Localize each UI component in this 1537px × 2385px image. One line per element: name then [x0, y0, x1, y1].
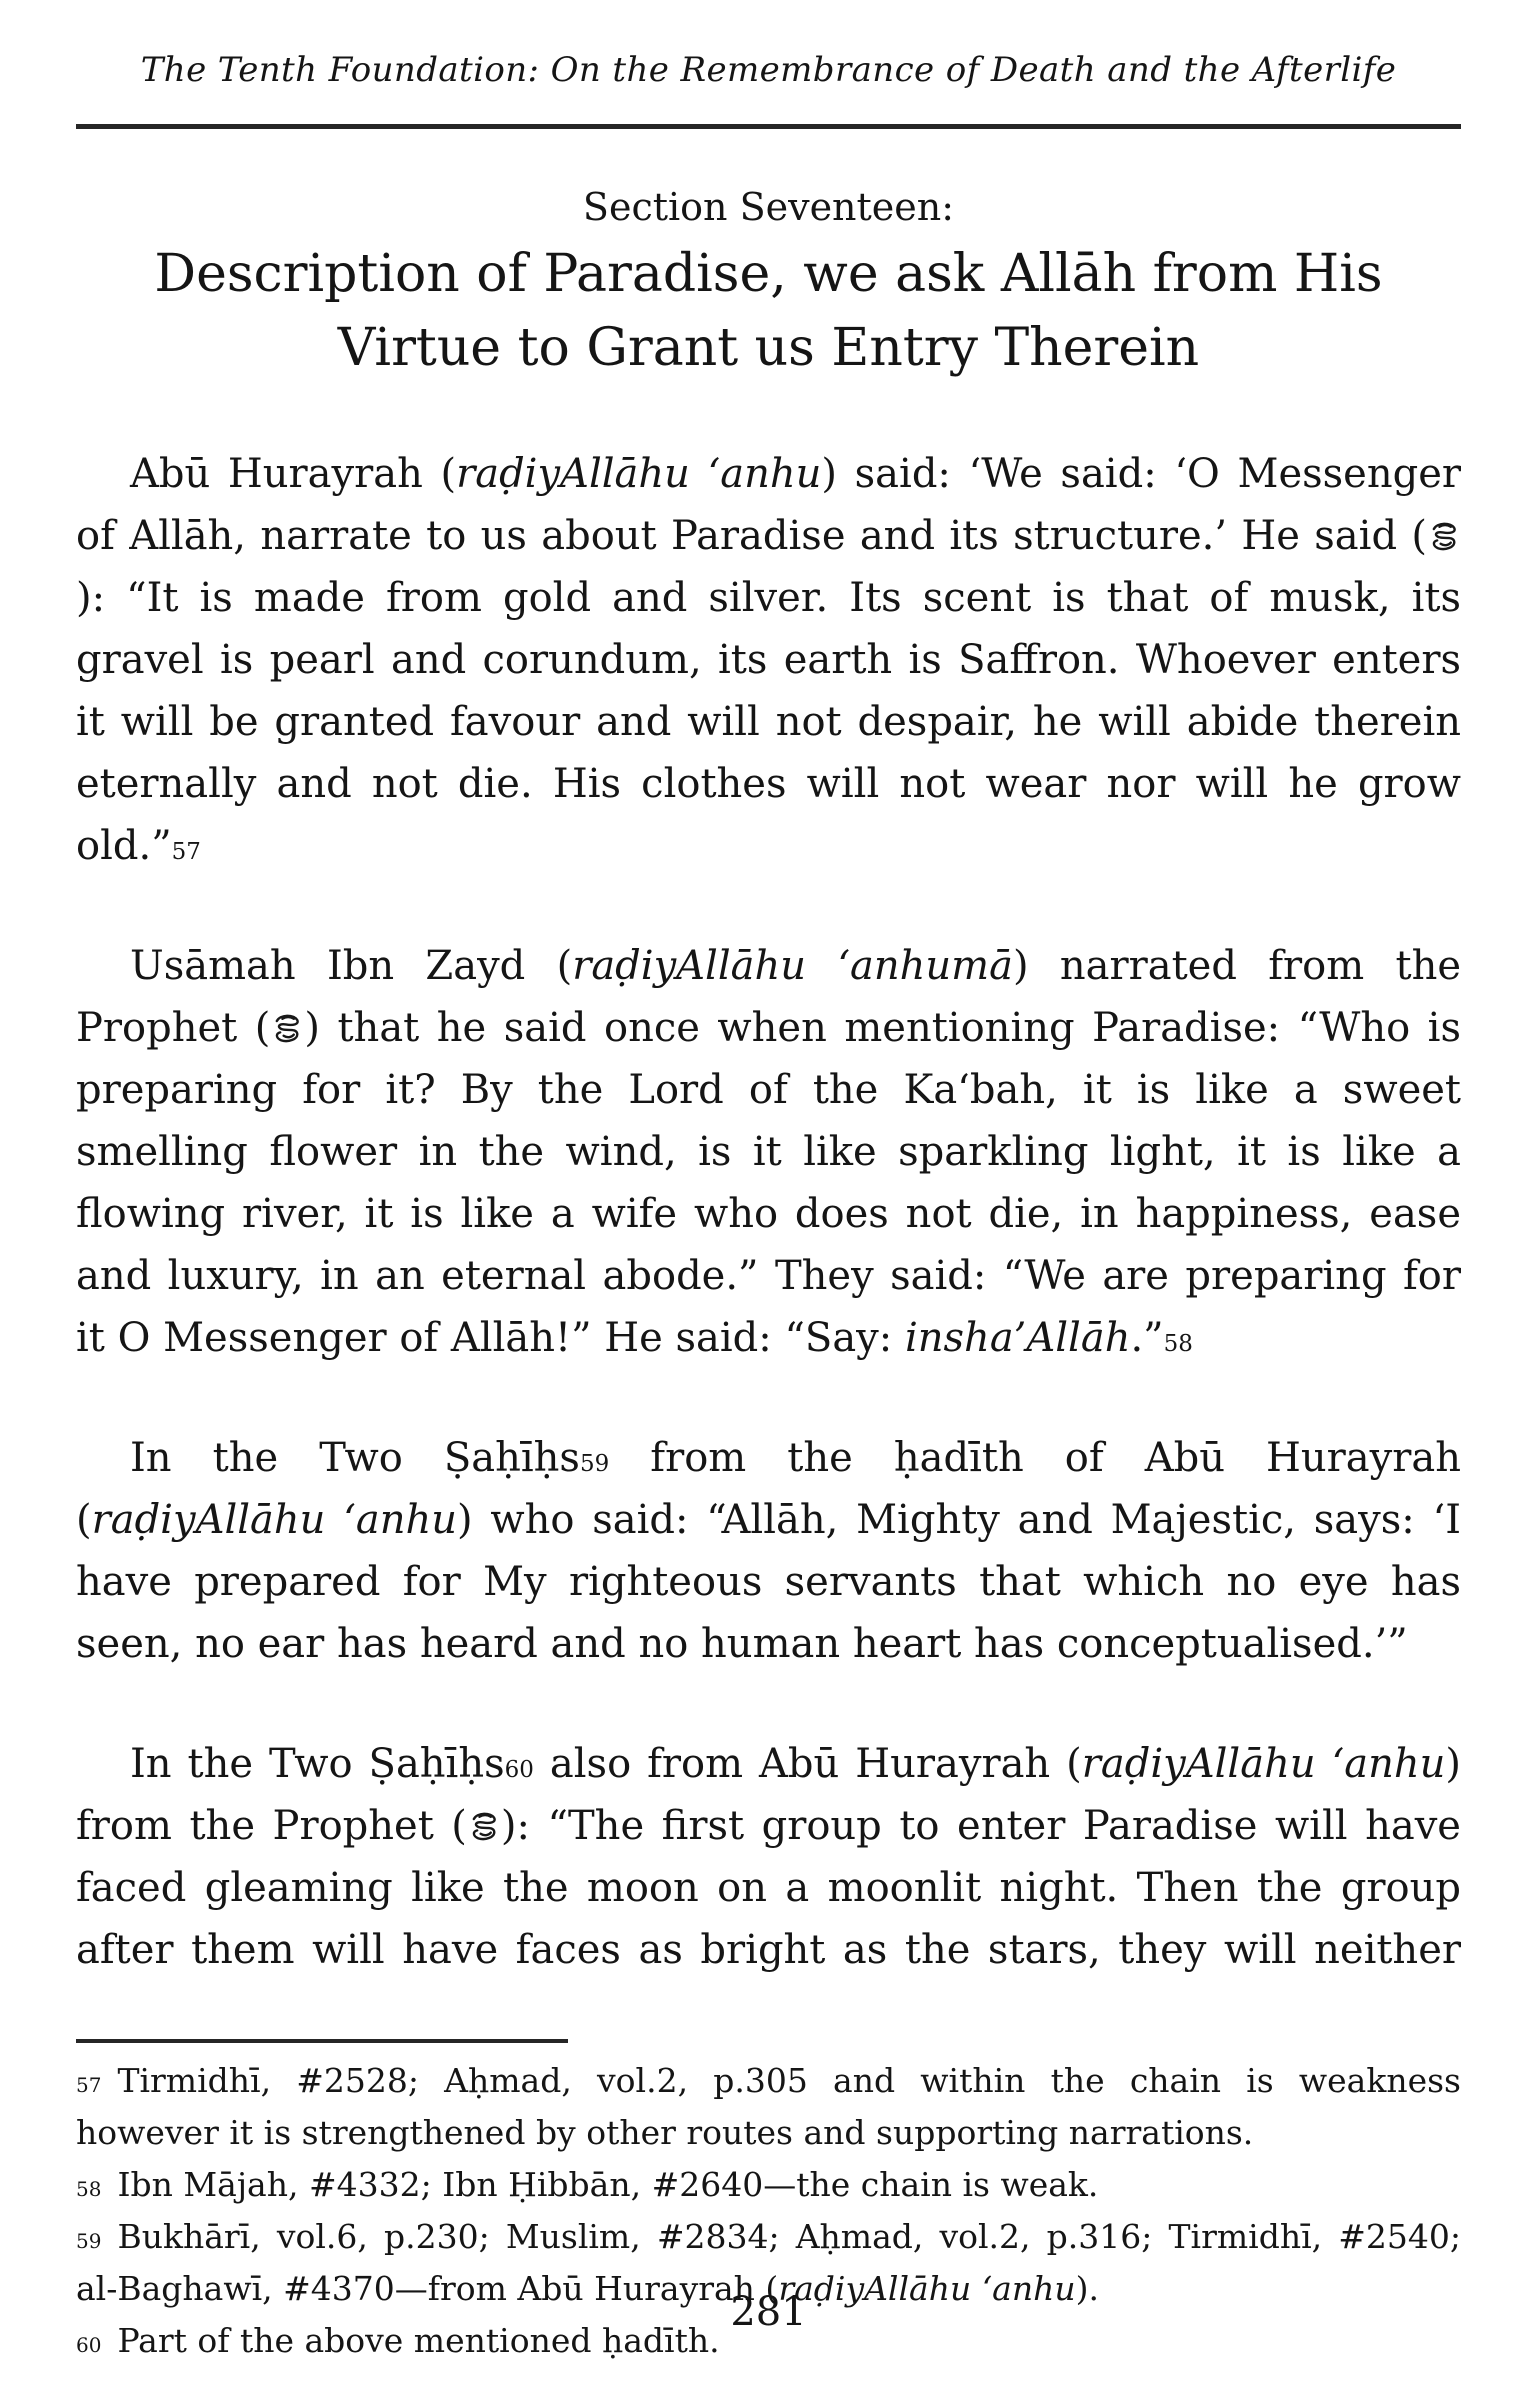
saw-honorific-icon — [467, 1808, 501, 1846]
text-run: Part of the above mentioned ḥadīth. — [117, 2321, 720, 2360]
body-text — [76, 443, 1461, 1981]
text-run: raḍiyAllāhu ‘anhu — [456, 451, 822, 497]
text-run: In the Two Ṣaḥīḥs — [130, 1435, 580, 1481]
body-paragraph — [76, 935, 1461, 1369]
footnote-ref: 60 — [504, 1757, 534, 1783]
text-run: raḍiyAllāhu ‘anhu — [1081, 1741, 1446, 1787]
section-title-line-2: Virtue to Grant us Entry Therein — [337, 318, 1200, 378]
saw-honorific-icon — [1427, 518, 1461, 556]
section-title-line-1: Description of Paradise, we ask Allāh from His — [154, 244, 1383, 304]
footnote-ref: 57 — [171, 839, 201, 865]
text-run: ): “It is made from gold and silver. Its scent is that of musk, its gravel is pearl and corundum, its earth is Saffron. Whoever enters it will be granted favour and will not despair, he will abide therein eternally and not die. His clothes will not wear nor will he grow old.” — [76, 575, 1461, 869]
running-header: The Tenth Foundation: On the Remembrance of Death and the Afterlife — [140, 50, 1397, 90]
footnote-number: 59 — [76, 2229, 102, 2253]
text-run: ): “The first group to enter Paradise will have faced gleaming like the moon on a moonlit night. Then the group after them will have faces as bright as the stars, they will neither — [76, 1803, 1461, 1973]
text-run: Abū Hurayrah ( — [130, 451, 457, 497]
text-run: In the Two Ṣaḥīḥs — [130, 1741, 505, 1787]
text-run: ) said: ‘We said: ‘O Messenger of Allāh, narrate to us about Paradise and its structure.’ He said ( — [76, 451, 1461, 559]
footnote — [76, 2159, 1461, 2211]
text-run: ) narrated from the Prophet ( — [76, 943, 1462, 1051]
page-number: 281 — [730, 2289, 807, 2335]
text-run: Usāmah Ibn Zayd ( — [130, 943, 573, 989]
text-run: ) that he said once when mentioning Paradise: “Who is preparing for it? By the Lord of the Ka‘bah, it is like a sweet smelling flower in the wind, is it like sparkling light, it is like a flowing river, it is like a wife who does not die, in happiness, ease and luxury, in an eternal abode.” They said: “We are preparing for it O Messenger of Allāh!” He said: “Say: — [76, 1005, 1461, 1361]
text-run: also from Abū Hurayrah ( — [533, 1741, 1082, 1787]
saw-honorific-icon — [270, 1010, 304, 1048]
text-run: ) who said: “Allāh, Mighty and Majestic, says: ‘I have prepared for My righteous servants that which no eye has seen, no ear has heard and no human heart has conceptualised.’” — [76, 1497, 1461, 1667]
footnote-separator-rule — [76, 2039, 568, 2043]
text-run: insha’Allāh — [904, 1315, 1131, 1361]
footnote-text — [117, 2165, 1098, 2204]
text-run: Tirmidhī, #2528; Aḥmad, vol.2, p.305 and within the chain is weakness however it is strengthened by other routes and supporting narrations. — [76, 2061, 1461, 2152]
footnote-number: 60 — [76, 2333, 102, 2357]
header-rule — [76, 124, 1461, 129]
body-paragraph — [76, 1427, 1461, 1675]
text-run: ). — [1075, 2269, 1099, 2308]
text-run: Bukhārī, vol.6, p.230; Muslim, #2834; Aḥmad, vol.2, p.316; Tirmidhī, #2540; al-Baghawī, #4370—from Abū Hurayrah ( — [76, 2217, 1461, 2308]
footnote-number: 58 — [76, 2177, 102, 2201]
text-run: raḍiyAllāhu ‘anhu — [91, 1497, 458, 1543]
footnote-ref: 58 — [1163, 1331, 1193, 1357]
section-kicker: Section Seventeen: — [582, 185, 955, 229]
footnote-text — [76, 2061, 1461, 2152]
text-run: from the ḥadīth of Abū Hurayrah ( — [76, 1435, 1461, 1543]
text-run: Ibn Mājah, #4332; Ibn Ḥibbān, #2640—the chain is weak. — [117, 2165, 1099, 2204]
footnote — [76, 2055, 1461, 2159]
body-paragraph — [76, 443, 1461, 877]
section-title — [76, 237, 1461, 385]
text-run: raḍiyAllāhu ‘anhumā — [572, 943, 1013, 989]
text-run: raḍiyAllāhu ‘anhu — [778, 2269, 1076, 2308]
footnote-ref: 59 — [579, 1451, 610, 1477]
body-paragraph — [76, 1733, 1461, 1981]
footnote-number: 57 — [76, 2073, 102, 2097]
text-run: ) from the Prophet ( — [76, 1741, 1462, 1849]
page-header — [76, 46, 1461, 129]
text-run: .” — [1130, 1315, 1164, 1361]
